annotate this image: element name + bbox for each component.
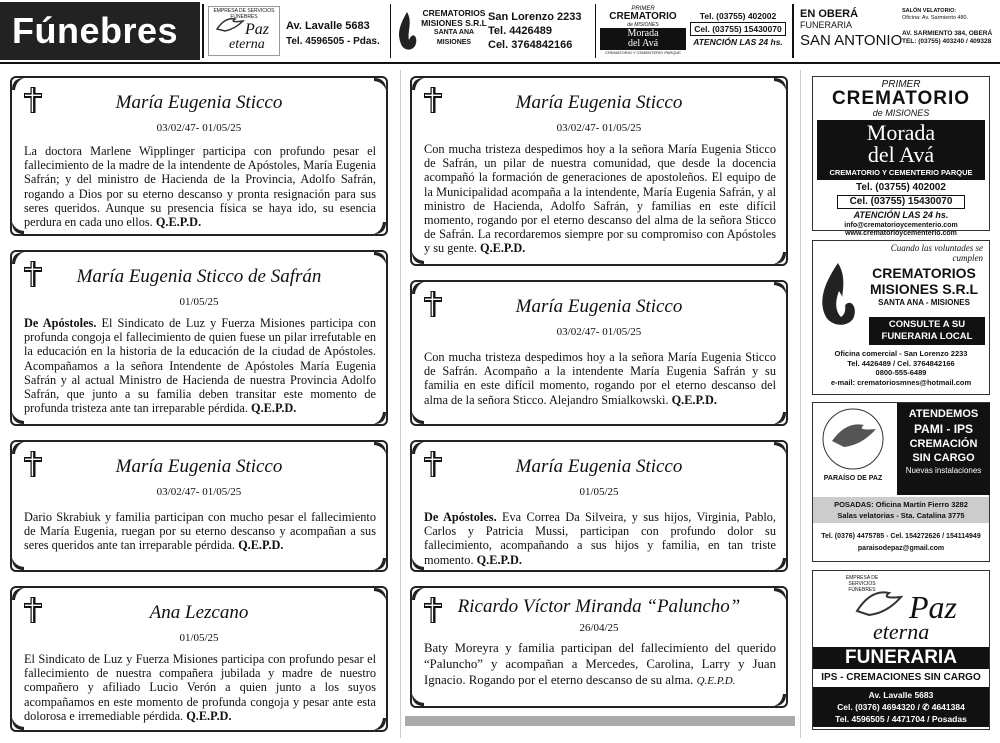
corner-ornament-icon bbox=[411, 557, 425, 571]
corner-ornament-icon bbox=[11, 221, 25, 235]
ad-paraiso-sin-cargo: SIN CARGO bbox=[912, 452, 975, 464]
corner-ornament-icon bbox=[773, 693, 787, 707]
ad-crematorios-tel: Tel. 4426489 / Cel. 3764842166 bbox=[847, 358, 955, 368]
logo-word-eterna: eterna bbox=[229, 37, 265, 52]
notice-body bbox=[24, 510, 376, 553]
qepd-text: Q.E.P.D. bbox=[671, 392, 717, 407]
deceased-name: María Eugenia Sticco bbox=[515, 296, 683, 317]
crematorios-line4: MISIONES bbox=[436, 39, 472, 46]
deceased-name: Ana Lezcano bbox=[149, 602, 249, 623]
san-antonio-name: SAN ANTONIO bbox=[800, 32, 903, 49]
crematorios-cel: Cel. 3764842166 bbox=[488, 39, 573, 51]
notice-body bbox=[424, 350, 776, 407]
ad-paz-word2: eterna bbox=[873, 619, 930, 644]
corner-ornament-icon bbox=[411, 411, 425, 425]
corner-ornament-icon bbox=[11, 411, 25, 425]
crematorios-tel: Tel. 4426489 bbox=[488, 25, 553, 37]
flame-icon bbox=[817, 261, 859, 331]
corner-ornament-icon bbox=[373, 77, 387, 91]
ad-crematorios-consulte1: CONSULTE A SU bbox=[888, 319, 966, 330]
obituary-card bbox=[410, 280, 788, 426]
header-ad-san-antonio[interactable] bbox=[798, 6, 998, 56]
corner-ornament-icon bbox=[411, 251, 425, 265]
obituary-card bbox=[410, 76, 788, 266]
logo-word-paz: Paz bbox=[245, 21, 269, 38]
qepd-text: Q.E.P.D. bbox=[696, 675, 736, 687]
ad-paraiso-posadas: POSADAS: Oficina Martín Fierro 3282 bbox=[834, 500, 968, 509]
deceased-name: María Eugenia Sticco bbox=[115, 456, 283, 477]
ad-morada-tel: Tel. (03755) 402002 bbox=[856, 182, 946, 193]
ad-paraiso-nuevas: Nuevas instalaciones bbox=[905, 466, 982, 475]
corner-ornament-icon bbox=[373, 557, 387, 571]
qepd-text: Q.E.P.D. bbox=[155, 215, 202, 230]
ad-morada-crematorio: CREMATORIO bbox=[831, 88, 971, 109]
obituary-card bbox=[410, 440, 788, 572]
flame-icon bbox=[395, 10, 419, 54]
san-antonio-funeraria: FUNERARIA bbox=[800, 20, 853, 30]
header-ad-crematorios[interactable] bbox=[393, 6, 593, 56]
notice-text: Con mucha tristeza despedimos hoy a la señora María Eugenia Sticco de Safrán. Acompaño a la intendente María Eugenia Safrán y su familia en este difícil momento, rogando por el eterno descanso del alma de la señora Sticco. Alejandro Smialkowski. bbox=[424, 350, 776, 407]
corner-ornament-icon bbox=[11, 717, 25, 731]
ad-morada-primer: PRIMER bbox=[881, 79, 921, 90]
logo-top-text: EMPRESA DE SERVICIOS FÚNEBRES bbox=[213, 8, 275, 20]
section-title: Fúnebres bbox=[0, 2, 200, 60]
morada-cel: Cel. (03755) 15430070 bbox=[690, 22, 786, 36]
ad-paz-ips: IPS - CREMACIONES SIN CARGO bbox=[821, 672, 981, 683]
ad-morada-sub: CREMATORIO Y CEMENTERIO PARQUE bbox=[829, 168, 973, 177]
notice-body bbox=[24, 316, 376, 415]
ad-morada-atencion: ATENCIÓN LAS 24 hs. bbox=[853, 210, 949, 220]
notice-dates: 03/02/47- 01/05/25 bbox=[156, 122, 242, 134]
ad-morada-name2: del Avá bbox=[867, 142, 935, 167]
ad-paraiso-de-paz[interactable] bbox=[812, 402, 990, 562]
morada-sub: CREMATORIO Y CEMENTERIO PARQUE bbox=[605, 50, 681, 55]
morada-primer: PRIMER bbox=[631, 6, 655, 12]
notice-dates: 01/05/25 bbox=[579, 486, 619, 498]
filler-bar bbox=[405, 716, 795, 726]
notice-dates: 03/02/47- 01/05/25 bbox=[556, 326, 642, 338]
ad-paraiso-salas: Salas velatorias - Sta. Catalina 3775 bbox=[837, 511, 965, 520]
obituary-card bbox=[410, 586, 788, 708]
deceased-name: María Eugenia Sticco bbox=[115, 92, 283, 113]
obituary-card bbox=[10, 76, 388, 236]
san-antonio-salon: SALÓN VELATORIO: bbox=[902, 8, 957, 14]
notice-body bbox=[424, 640, 776, 689]
ad-paz-cel: Cel. (0376) 4694320 / ✆ 4641384 bbox=[837, 702, 965, 712]
corner-ornament-icon bbox=[373, 251, 387, 265]
corner-ornament-icon bbox=[773, 281, 787, 295]
corner-ornament-icon bbox=[411, 693, 425, 707]
header-divider bbox=[202, 4, 204, 58]
crematorios-line2: MISIONES S.R.L bbox=[421, 18, 487, 28]
notice-lead: De Apóstoles. bbox=[424, 510, 497, 524]
qepd-text: Q.E.P.D. bbox=[238, 538, 284, 553]
notice-text: Baty Moreyra y familia participan del fallecimiento del querido “Paluncho” y acompañan a Mercedes, Carolina, Larry y Juan Ignacio. Rogando por el eterno descanso de su alma. bbox=[424, 641, 776, 687]
notice-lead: De Apóstoles. bbox=[24, 316, 97, 330]
dove-icon bbox=[818, 407, 888, 471]
ad-paraiso-logo-text: PARAÍSO DE PAZ bbox=[823, 475, 883, 482]
deceased-name: María Eugenia Sticco bbox=[515, 92, 683, 113]
ad-crematorios-consulte2: FUNERARIA LOCAL bbox=[881, 331, 973, 342]
ad-crematorios-email: e-mail: crematoriosmnes@hotmail.com bbox=[830, 377, 972, 387]
qepd-text: Q.E.P.D. bbox=[186, 708, 232, 723]
morada-name2: del Avá bbox=[627, 38, 659, 49]
morada-de-misiones: de MISIONES bbox=[627, 22, 659, 28]
notice-body bbox=[424, 510, 776, 567]
ad-crematorios-name2: MISIONES S.R.L bbox=[869, 281, 979, 297]
column-divider bbox=[800, 70, 801, 738]
crematorios-address: San Lorenzo 2233 bbox=[488, 11, 582, 23]
ad-morada-name1: Morada bbox=[866, 120, 936, 145]
header-rule bbox=[0, 62, 1000, 64]
deceased-name: María Eugenia Sticco de Safrán bbox=[76, 266, 322, 287]
header-divider bbox=[595, 4, 596, 58]
page-header bbox=[0, 0, 1000, 62]
notice-text: La doctora Marlene Wipplinger participa con profundo pesar el fallecimiento de la madre de la intendente de Apóstoles, María Eugenia Safrán; y del ministro de Hacienda de la Provincia, Adolfo Safrán, rogando a Dios por su eterno descanso y pronta resignación para sus seres queridos. Aunque su presencia física se haya ido, su esencia perdura en cada uno ellos. bbox=[24, 144, 376, 230]
ad-paz-tel: Tel. 4596505 / 4471704 / Posadas bbox=[835, 714, 967, 724]
notice-dates: 03/02/47- 01/05/25 bbox=[156, 486, 242, 498]
notice-dates: 26/04/25 bbox=[579, 622, 619, 634]
ad-crematorios-place: SANTA ANA - MISIONES bbox=[878, 298, 970, 307]
san-antonio-tel: TEL: (03755) 403240 / 409328 bbox=[902, 38, 992, 45]
notice-text: Eva Correa Da Silveira, y sus hijos, Virginia, Pablo, Carlos y Patricia Mussi, participan con profundo dolor su fallecimiento, acompañando a sus hijos y familia, en tan triste momento. bbox=[424, 510, 776, 567]
header-divider bbox=[390, 4, 391, 58]
header-divider bbox=[792, 4, 794, 58]
morada-name1: Morada bbox=[627, 28, 659, 39]
corner-ornament-icon bbox=[773, 411, 787, 425]
obituary-card bbox=[10, 440, 388, 572]
ad-paz-funeraria: FUNERARIA bbox=[813, 647, 989, 669]
ad-morada-del-ava[interactable] bbox=[812, 76, 990, 237]
notice-text: Dario Skrabiuk y familia participan con mucho pesar el fallecimiento de María Eugenia, ruegan por su eterno descanso y acompañan a sus seres queridos ante tan irreparable pérdida. bbox=[24, 510, 376, 553]
header-ad-morada[interactable] bbox=[598, 6, 788, 56]
crematorios-line1: CREMATORIOS bbox=[422, 8, 486, 18]
ad-paraiso-tel: Tel. (0376) 4475785 - Cel. 154272626 / 154114949 bbox=[821, 533, 981, 540]
dove-icon bbox=[215, 15, 245, 37]
corner-ornament-icon bbox=[373, 587, 387, 601]
qepd-text: Q.E.P.D. bbox=[476, 552, 522, 567]
ad-paraiso-cremacion: CREMACIÓN bbox=[909, 438, 978, 450]
ad-crematorios-free: 0800-555-6489 bbox=[875, 368, 927, 377]
notice-body bbox=[424, 142, 776, 256]
deceased-name: María Eugenia Sticco bbox=[515, 456, 683, 477]
notice-text: El Sindicato de Luz y Fuerza Misiones participa con profunda congoja el fallecimiento de quien fuese un pilar irrefutable en la educación en la historia de la educación de la ciudad de Apóstoles. Acompañamos a la señora Intendente de Apóstoles María Eugenia Safrán y al actual Ministro de Hacienda de nuestra Provincia Adolfo Safrán, que junto a su familia deben transitar este momento de profunda tristeza ante tan irreparable pérdida. bbox=[24, 316, 376, 416]
qepd-text: Q.E.P.D. bbox=[251, 401, 297, 416]
ad-paraiso-pami: PAMI - IPS bbox=[913, 422, 974, 436]
ad-paraiso-email: paraisodepaz@gmail.com bbox=[857, 545, 945, 552]
ad-crematorios-tagline: Cuando las voluntades se cumplen bbox=[890, 243, 983, 263]
notice-dates: 01/05/25 bbox=[179, 296, 219, 308]
notice-dates: 01/05/25 bbox=[179, 632, 219, 644]
morada-crematorio: CREMATORIO bbox=[609, 11, 677, 22]
paz-eterna-logo bbox=[208, 6, 280, 56]
notice-dates: 03/02/47- 01/05/25 bbox=[556, 122, 642, 134]
ad-crematorios-misiones[interactable] bbox=[812, 240, 990, 395]
ad-morada-cel: Cel. (03755) 15430070 bbox=[837, 195, 965, 209]
ad-paraiso-atendemos: ATENDEMOS bbox=[908, 408, 979, 420]
notice-body bbox=[24, 652, 376, 723]
column-divider bbox=[400, 70, 401, 738]
ad-morada-de-misiones: de MISIONES bbox=[872, 108, 930, 118]
header-ad-paz-eterna[interactable] bbox=[206, 6, 388, 56]
paz-eterna-address: Av. Lavalle 5683 bbox=[286, 20, 370, 32]
morada-tel: Tel. (03755) 402002 bbox=[699, 11, 777, 21]
ad-paz-address: Av. Lavalle 5683 bbox=[868, 690, 934, 700]
san-antonio-en-obera: EN OBERÁ bbox=[800, 8, 859, 20]
notice-text: Con mucha tristeza despedimos hoy a la señora María Eugenia Sticco de Safrán, un pilar de nuestra comunidad, que desde la docencia acompañó la formación de generaciones de apostoleños. El equipo de la Municipalidad acompaña a la intendente, María Eugenia Safrán, y al ministro de Hacienda, Adolfo Safrán, y familias en este difícil momento, rogando por el eterno descanso del alma de la señora Sticco de Safrán. La recordaremos siempre por su compromiso con Apóstoles y su gente. bbox=[424, 142, 776, 256]
notice-body bbox=[24, 144, 376, 229]
ad-paz-eterna[interactable] bbox=[812, 570, 990, 730]
corner-ornament-icon bbox=[773, 441, 787, 455]
deceased-name: Ricardo Víctor Miranda “Paluncho” bbox=[457, 596, 741, 617]
obituary-card bbox=[10, 586, 388, 732]
ad-paz-logo-top: EMPRESA DE SERVICIOS FÚNEBRES bbox=[845, 575, 879, 593]
corner-ornament-icon bbox=[773, 77, 787, 91]
corner-ornament-icon bbox=[11, 557, 25, 571]
ad-crematorios-oficina: Oficina comercial - San Lorenzo 2233 bbox=[834, 349, 968, 358]
corner-ornament-icon bbox=[373, 441, 387, 455]
san-antonio-address: AV. SARMIENTO 384, OBERÁ bbox=[902, 30, 993, 37]
qepd-text: Q.E.P.D. bbox=[480, 241, 526, 256]
san-antonio-oficina: Oficina: Av. Sarmiento 480. bbox=[902, 15, 969, 21]
morada-atencion: ATENCIÓN LAS 24 hs. bbox=[693, 37, 783, 47]
ad-morada-web: info@crematorioycementerio.com www.crematorioycementerio.com bbox=[844, 222, 958, 237]
ad-paz-word1: Paz bbox=[909, 589, 957, 625]
ad-crematorios-name1: CREMATORIOS bbox=[872, 265, 976, 281]
paz-eterna-phone: Tel. 4596505 - Pdas. bbox=[286, 36, 380, 47]
crematorios-line3: SANTA ANA bbox=[433, 29, 475, 36]
obituary-card bbox=[10, 250, 388, 426]
notice-text: El Sindicato de Luz y Fuerza Misiones participa con profundo pesar el fallecimiento de nuestra compañera jubilada y madre de nuestro compañero y afiliado Lucio Verón a quien junto a los suyos acompañamos en este momento de profunda congoja y pesar ante esta dolorosa e irremediable pérdida. bbox=[24, 652, 376, 723]
